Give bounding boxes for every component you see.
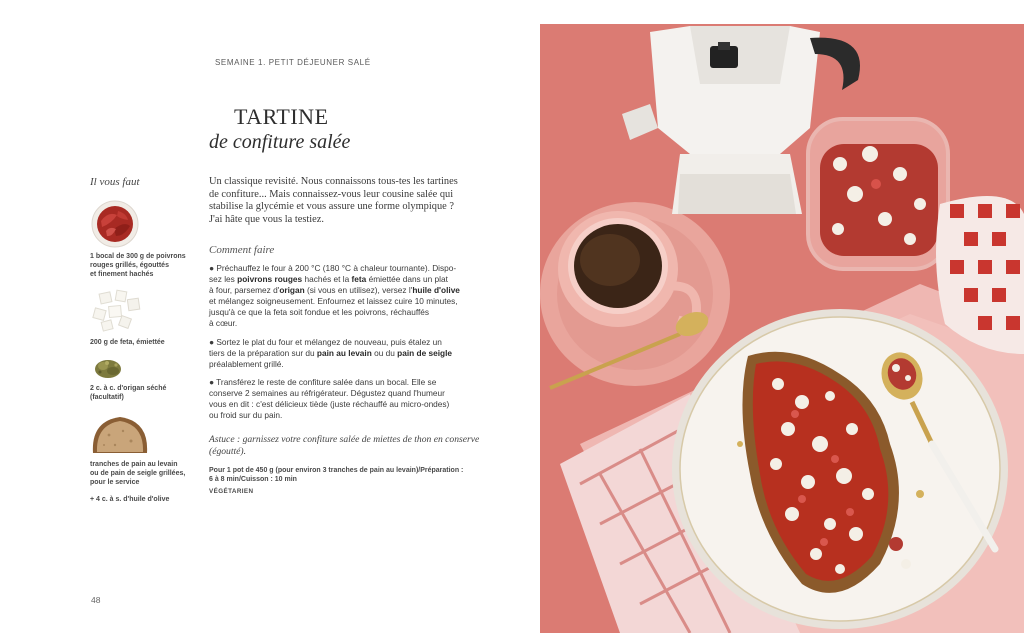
ingredient-1: 1 bocal de 300 g de poivrons rouges grillés, égouttés et finement hachés — [90, 253, 186, 278]
recipe-title: TARTINE — [234, 104, 329, 129]
ingredient-5: + 4 c. à s. d'huile d'olive — [90, 496, 170, 503]
step-3: ● Transférez le reste de confiture salée dans un bocal. Elle se conserve 2 semaines au réfrigérateur. Dégustez quand l'humeur vous en dit : c'est délicieux tiède (juste réchauffé au micro-ondes) ou froid sur du pain. — [209, 377, 450, 421]
yield-info: Pour 1 pot de 450 g (pour environ 3 tranches de pain au levain)/Préparation : 6 à 8 min/Cuisson : 10 min — [209, 467, 464, 483]
step-2: ● Sortez le plat du four et mélangez de nouveau, puis étalez un tiers de la préparation sur du pain au levain ou du pain de seigle préalablement grillé. — [209, 337, 453, 370]
method-heading: Comment faire — [209, 244, 275, 256]
ingredient-2: 200 g de feta, émiettée — [90, 339, 165, 346]
recipe-subtitle: de confiture salée — [209, 131, 351, 153]
tartine-photo-illustration — [540, 24, 1024, 633]
food-photo — [540, 24, 1024, 633]
oregano-image — [91, 354, 125, 382]
ingredient-3: 2 c. à c. d'origan séché (facultatif) — [90, 385, 167, 401]
page-number: 48 — [91, 595, 101, 605]
roasted-peppers-image — [90, 199, 140, 249]
ingredient-4: tranches de pain au levain ou de pain de seigle grillées, pour le service — [90, 461, 186, 486]
vegetarian-tag: VÉGÉTARIEN — [209, 488, 254, 495]
tip-text: Astuce : garnissez votre confiture salée de miettes de thon en conserve (égoutté). — [209, 434, 480, 457]
feta-cubes-image — [90, 287, 144, 335]
ingredients-heading: Il vous faut — [90, 176, 140, 188]
bread-loaf-image — [89, 413, 151, 457]
intro-paragraph: Un classique revisité. Nous connaissons tous-tes les tartines de confiture... Mais connaissez-vous leur cousine salée qui stabilise la glycémie et vous assure une forme olympique ? J'ai hâte que vous la testiez. — [209, 176, 458, 225]
running-head: SEMAINE 1. PETIT DÉJEUNER SALÉ — [215, 58, 371, 67]
step-1: ● Préchauffez le four à 200 °C (180 °C à chaleur tournante). Dispo- sez les poivrons rouges hachés et la feta émiettée dans un plat à four, parsemez d'origan (si vous en utilisez), versez l'huile d'olive et mélangez soigneusement. Enfournez et laissez cuire 10 minutes, jusqu'à ce que la feta soit fondue et les poivrons, réchauffés à cœur. — [209, 263, 460, 329]
